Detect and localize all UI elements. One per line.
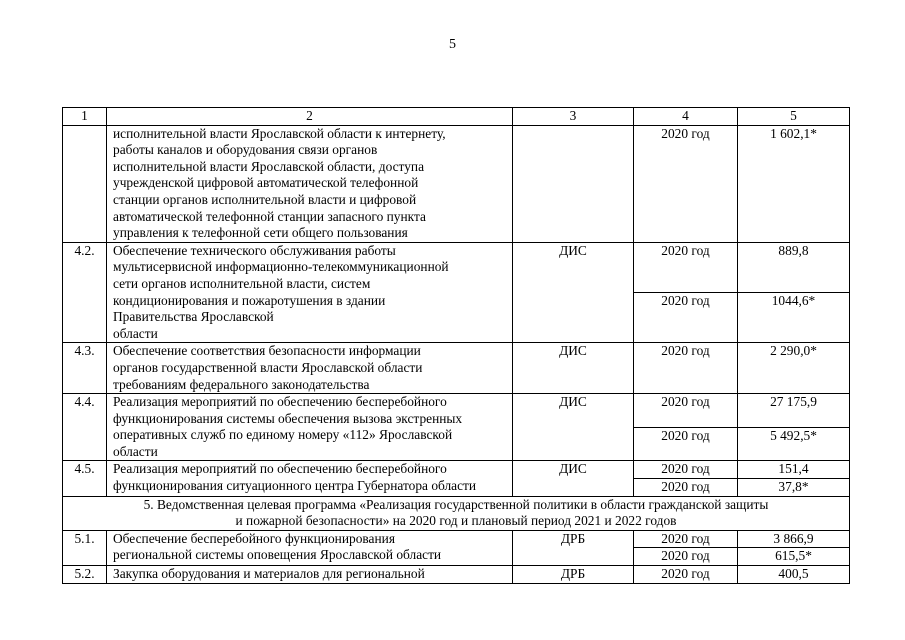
section-title-line: и пожарной безопасности» на 2020 год и плановый период 2021 и 2022 годов (235, 513, 677, 529)
description-line: Реализация мероприятий по обеспечению бесперебойного (113, 461, 447, 477)
year-cell: 2020 год (634, 427, 738, 461)
row-number-cell: 4.5. (63, 461, 107, 496)
amount-cell: 5 492,5* (738, 427, 850, 461)
description-line: управления к телефонной сети общего пользования (113, 225, 408, 241)
table-row (63, 343, 850, 394)
description-line: автоматической телефонной станции запасного пункта (113, 208, 426, 224)
year-cell: 2020 год (634, 530, 738, 548)
year-cell: 2020 год (634, 479, 738, 497)
row-number-cell: 4.3. (63, 343, 107, 394)
year-cell: 2020 год (634, 566, 738, 584)
header-cell: 5 (738, 108, 850, 126)
description-line: станции органов исполнительной власти и цифровой (113, 191, 417, 207)
table-row (63, 394, 850, 428)
description-line: мультисервисной информационно-телекоммуникационной (113, 259, 449, 275)
description-line: Реализация мероприятий по обеспечению бесперебойного (113, 394, 447, 410)
amount-cell: 400,5 (738, 566, 850, 584)
description-cell (107, 242, 513, 343)
description-line: требованиям федерального законодательства (113, 376, 370, 392)
amount-cell: 37,8* (738, 479, 850, 497)
amount-cell: 1 602,1* (738, 125, 850, 242)
header-cell: 3 (513, 108, 634, 126)
table-header-row (63, 108, 850, 126)
amount-cell: 2 290,0* (738, 343, 850, 394)
description-line: исполнительной власти Ярославской области, доступа (113, 158, 425, 174)
header-cell: 1 (63, 108, 107, 126)
page-number: 5 (449, 37, 456, 52)
executor-cell: ДРБ (513, 530, 634, 565)
row-number-cell (63, 125, 107, 242)
table-row (63, 242, 850, 292)
description-line: оперативных служб по единому номеру «112» Ярославской (113, 427, 453, 443)
year-cell: 2020 год (634, 343, 738, 394)
amount-cell: 3 866,9 (738, 530, 850, 548)
description-line: Обеспечение технического обслуживания работы (113, 242, 396, 258)
section-row (63, 496, 850, 530)
description-line: Правительства Ярославской (113, 309, 274, 325)
description-line: учрежденской цифровой автоматической телефонной (113, 175, 419, 191)
year-cell: 2020 год (634, 548, 738, 566)
executor-cell: ДИС (513, 461, 634, 496)
description-cell (107, 566, 513, 584)
header-cell: 4 (634, 108, 738, 126)
description-line: исполнительной власти Ярославской области к интернету, (113, 125, 446, 141)
description-line: сети органов исполнительной власти, систем (113, 275, 371, 291)
year-cell: 2020 год (634, 461, 738, 479)
row-number-cell: 5.1. (63, 530, 107, 565)
amount-cell: 27 175,9 (738, 394, 850, 428)
description-cell (107, 125, 513, 242)
table-row (63, 461, 850, 479)
description-cell (107, 394, 513, 461)
table-row (63, 566, 850, 584)
description-cell (107, 530, 513, 565)
amount-cell: 889,8 (738, 242, 850, 292)
row-number-cell: 4.2. (63, 242, 107, 343)
section-title-line: 5. Ведомственная целевая программа «Реализация государственной политики в области гражданской защиты (143, 496, 769, 512)
description-cell (107, 461, 513, 496)
description-line: функционирования ситуационного центра Губернатора области (113, 478, 477, 494)
budget-table (62, 107, 850, 584)
description-line: Обеспечение бесперебойного функционирования (113, 530, 395, 546)
description-line: органов государственной власти Ярославской области (113, 359, 423, 375)
row-number-cell: 5.2. (63, 566, 107, 584)
description-line: области (113, 443, 158, 459)
header-cell: 2 (107, 108, 513, 126)
executor-cell: ДИС (513, 394, 634, 461)
description-line: Закупка оборудования и материалов для региональной (113, 566, 425, 582)
description-line: региональной системы оповещения Ярославской области (113, 547, 442, 563)
description-line: функционирования системы обеспечения вызова экстренных (113, 410, 463, 426)
row-number-cell: 4.4. (63, 394, 107, 461)
description-line: Обеспечение соответствия безопасности информации (113, 343, 421, 359)
amount-cell: 151,4 (738, 461, 850, 479)
description-cell (107, 343, 513, 394)
description-line: кондиционирования и пожаротушения в здании (113, 292, 386, 308)
table-row (63, 530, 850, 548)
year-cell: 2020 год (634, 293, 738, 343)
amount-cell: 1044,6* (738, 293, 850, 343)
executor-cell: ДРБ (513, 566, 634, 584)
table-row (63, 125, 850, 242)
amount-cell: 615,5* (738, 548, 850, 566)
executor-cell (513, 125, 634, 242)
description-line: области (113, 325, 158, 341)
section-title (63, 496, 850, 530)
executor-cell: ДИС (513, 343, 634, 394)
year-cell: 2020 год (634, 242, 738, 292)
description-line: работы каналов и оборудования связи органов (113, 142, 378, 158)
year-cell: 2020 год (634, 125, 738, 242)
executor-cell: ДИС (513, 242, 634, 343)
year-cell: 2020 год (634, 394, 738, 428)
